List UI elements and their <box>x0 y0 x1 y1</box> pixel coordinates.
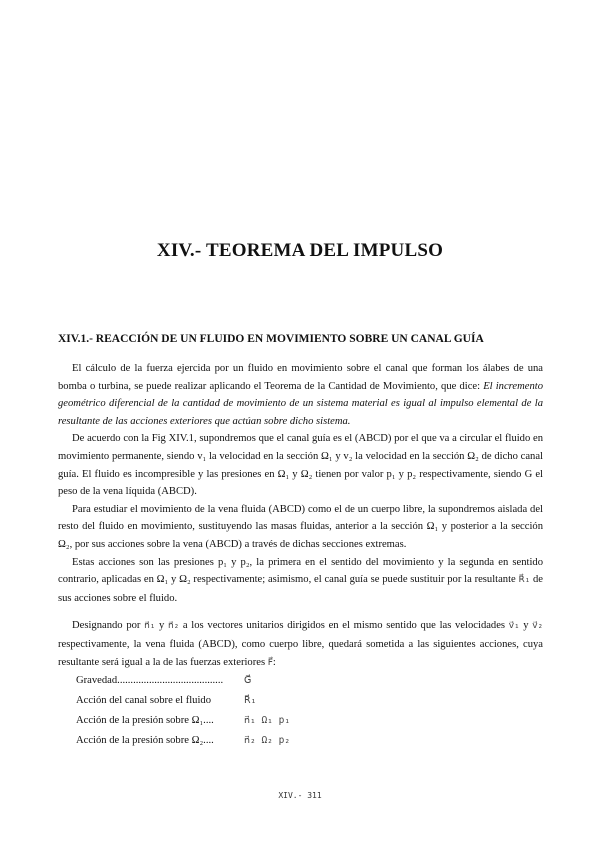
section-title: XIV.1.- REACCIÓN DE UN FLUIDO EN MOVIMIENTO SOBRE UN CANAL GUÍA <box>58 333 484 345</box>
paragraph-5-text-d: : <box>272 656 276 668</box>
force-symbol: R⃗₁ <box>244 694 257 706</box>
paragraph-1 <box>58 360 543 430</box>
paragraph-5-text-b: a los vectores unitarios dirigidos en el mismo sentido que las velocidades <box>179 620 509 632</box>
paragraph-4-text-b: de sus acciones sobre el fluido. <box>58 574 543 604</box>
paragraph-5-y1: y <box>155 620 169 632</box>
force-row <box>76 670 290 690</box>
vector-n1: n⃗₁ <box>144 621 156 632</box>
vector-n2: n⃗₂ <box>168 621 180 632</box>
paragraph-5-text-a: Designando por <box>72 620 145 632</box>
force-symbol: G⃗ <box>244 674 252 686</box>
force-label: Acción del canal sobre el fluido <box>76 694 212 706</box>
paragraph-4 <box>58 554 543 608</box>
chapter-title: XIV.- TEOREMA DEL IMPULSO <box>156 240 444 261</box>
force-label: Gravedad........................................ <box>76 674 224 686</box>
force-row <box>76 710 290 730</box>
force-label: Acción de la presión sobre Ω₂.... <box>76 734 214 746</box>
vector-v1: v⃗₁ <box>508 621 520 632</box>
body-text <box>58 360 543 672</box>
paragraph-1-text: El cálculo de la fuerza ejercida por un fluido en movimiento sobre el canal que forman los álabes de una bomba o turbina, se puede realizar aplicando el Teorema de la Cantidad de Movimiento, que dice: <box>58 363 543 392</box>
paragraph-5 <box>58 617 543 672</box>
paragraph-4-text-a: Estas acciones son las presiones p₁ y p₂, la primera en el sentido del movimiento y la segunda en sentido contrario, aplicadas en Ω₁ y Ω₂ respectivamente; asimismo, el canal guía se puede sustituir por la resultante <box>58 556 543 586</box>
paragraph-2: De acuerdo con la Fig XIV.1, supondremos que el canal guía es el (ABCD) por el que va a circular el fluido en movimiento permanente, siendo v₁ la velocidad en la sección Ω₁ y v₂ la velocidad en la sección Ω₂ de dicho canal guía. El fluido es incompresible y las presiones en Ω₁ y Ω₂ tienen por valor p₁ y p₂ respectivamente, siendo G el peso de la vena líquida (ABCD). <box>58 433 543 498</box>
paragraph-5-y2: y <box>519 620 533 632</box>
force-row <box>76 690 290 710</box>
paragraph-1-italic: El incremento geométrico diferencial de la cantidad de movimiento de un sistema material es igual al impulso elemental de la resultante de las acciones exteriores que actúan sobre dicho sistema. <box>58 380 544 427</box>
page-footer: XIV.- 311 <box>278 791 322 800</box>
force-symbol: n⃗₁ Ω₁ p₁ <box>244 714 291 726</box>
force-symbol: n⃗₂ Ω₂ p₂ <box>244 734 291 746</box>
vector-v2: v⃗₂ <box>532 621 544 632</box>
paragraph-5-text-c: respectivamente, la vena fluida (ABCD), como cuerpo libre, quedará sometida a las siguientes acciones, cuya resultante será igual a la de las fuerzas exteriores <box>58 638 543 668</box>
force-label: Acción de la presión sobre Ω₁.... <box>76 714 214 726</box>
forces-list <box>76 670 290 750</box>
paragraph-3: Para estudiar el movimiento de la vena fluida (ABCD) como el de un cuerpo libre, la supondremos aislada del resto del fluido en movimiento, sustituyendo las masas fluidas, anterior a la sección Ω₁ y posterior a la sección Ω₂, por sus acciones sobre la vena (ABCD) a través de dichas secciones extremas. <box>58 503 543 550</box>
vector-r1: R⃗₁ <box>518 575 531 586</box>
force-row <box>76 730 290 750</box>
vector-f: F⃗ <box>267 657 273 668</box>
